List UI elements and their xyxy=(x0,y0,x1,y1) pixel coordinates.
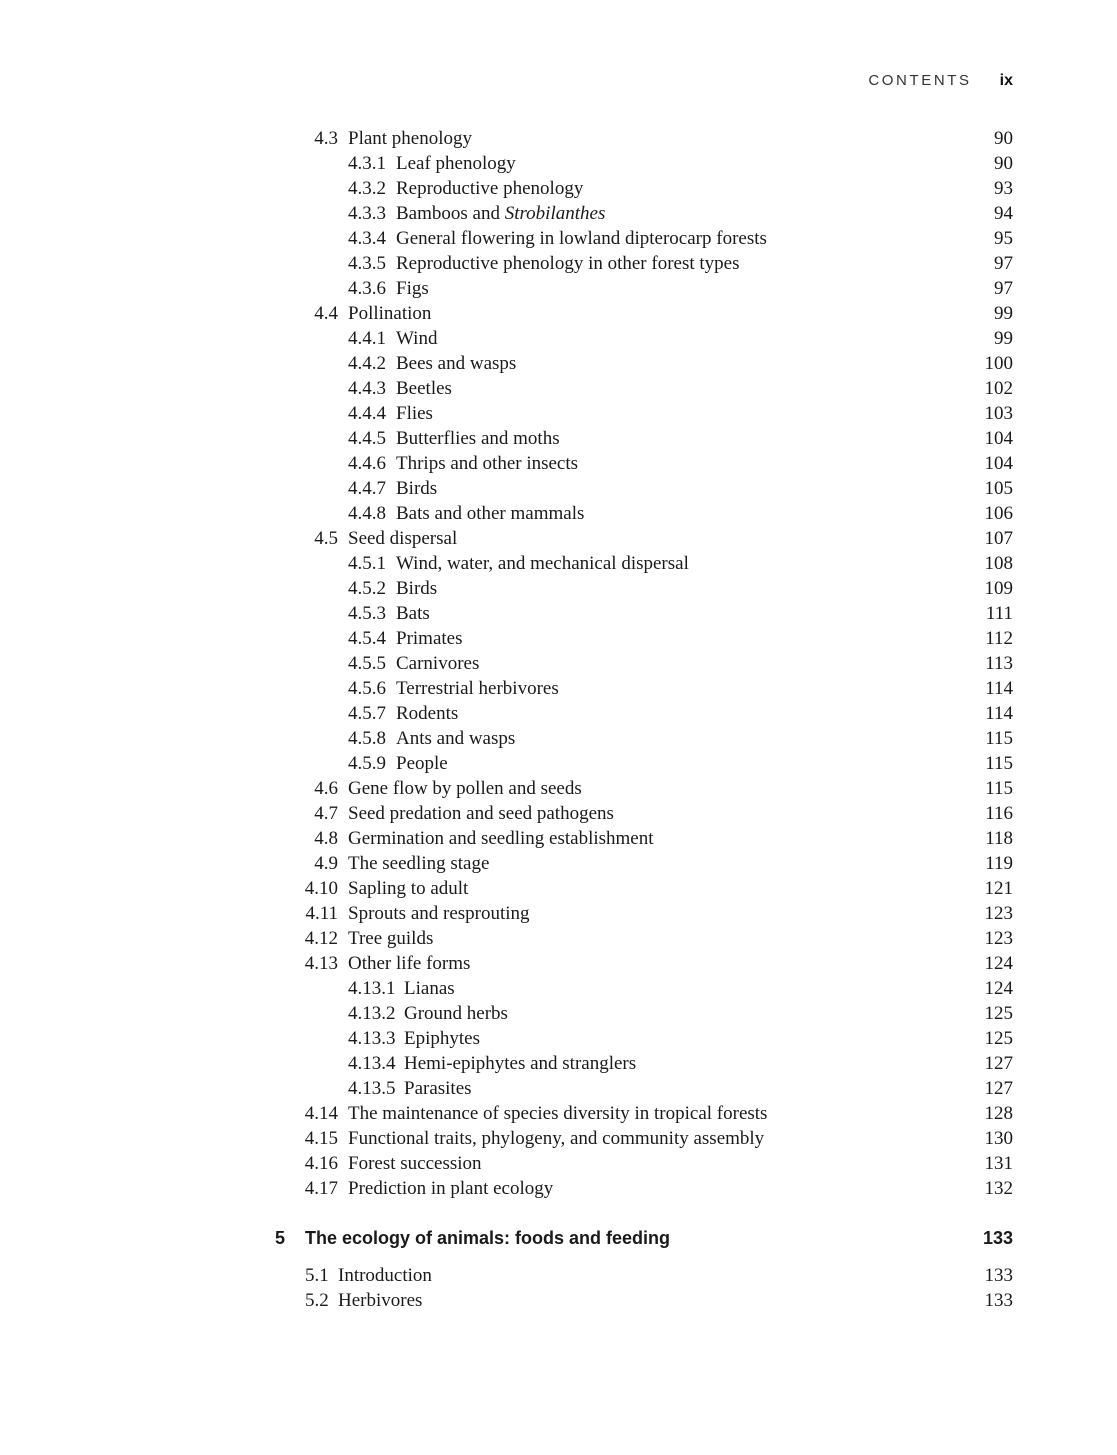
toc-entry-page: 127 xyxy=(984,1053,1013,1074)
toc-entry-page: 113 xyxy=(985,653,1013,674)
toc-entry-page: 107 xyxy=(984,528,1013,549)
toc-entry-title-text: Epiphytes xyxy=(404,1028,480,1049)
toc-entry-title xyxy=(338,1288,422,1313)
toc-entry[interactable] xyxy=(0,251,1117,276)
toc-entry[interactable] xyxy=(0,226,1117,251)
toc-entry-number: 4.4.7 xyxy=(348,478,386,499)
chapter-title: The ecology of animals: foods and feeding xyxy=(305,1228,671,1248)
toc-entry-page: 133 xyxy=(984,1290,1013,1311)
toc-entry-title-text: Other life forms xyxy=(348,953,471,974)
toc-entry-page: 106 xyxy=(984,503,1013,524)
toc-entry-title-text: Herbivores xyxy=(338,1290,423,1311)
toc-entry[interactable] xyxy=(0,401,1117,426)
toc-entry[interactable] xyxy=(0,1051,1117,1076)
toc-entry-title xyxy=(348,301,431,326)
toc-entry-page: 121 xyxy=(984,878,1013,899)
toc-entry-number: 4.5.6 xyxy=(348,678,386,699)
toc-entry-title-text: Plant phenology xyxy=(348,128,473,149)
table-of-contents xyxy=(0,126,1117,1313)
toc-entry[interactable] xyxy=(0,151,1117,176)
toc-entry-title-text: Functional traits, phylogeny, and community assembly xyxy=(348,1128,765,1149)
toc-entry-title-text: Carnivores xyxy=(396,653,480,674)
toc-entry-number: 4.13.5 xyxy=(348,1078,396,1099)
toc-entry[interactable] xyxy=(0,776,1117,801)
toc-entry-number: 4.5.5 xyxy=(348,653,386,674)
toc-entry-title xyxy=(348,851,489,876)
toc-entry-title xyxy=(348,901,530,926)
chapter-entries xyxy=(0,1263,1117,1313)
toc-entry[interactable] xyxy=(0,601,1117,626)
toc-entry-title xyxy=(396,501,584,526)
toc-entry-title xyxy=(404,1076,472,1101)
toc-entry-title xyxy=(396,476,437,501)
toc-entry-title xyxy=(396,676,559,701)
toc-entry[interactable] xyxy=(0,1101,1117,1126)
toc-entry-page: 116 xyxy=(985,803,1013,824)
toc-entry-title-text: Wind xyxy=(396,328,438,349)
toc-entry-title xyxy=(348,876,468,901)
toc-entry-title xyxy=(348,1101,767,1126)
toc-entry-title-text: Hemi-epiphytes and stranglers xyxy=(404,1053,637,1074)
toc-entry-page: 124 xyxy=(984,978,1013,999)
toc-entry-number: 4.5.2 xyxy=(348,578,386,599)
toc-entry-title xyxy=(404,1001,508,1026)
toc-entry[interactable] xyxy=(0,451,1117,476)
toc-entry-number: 4.5.7 xyxy=(348,703,386,724)
toc-entry[interactable] xyxy=(0,1151,1117,1176)
toc-entry-page: 90 xyxy=(994,153,1013,174)
toc-entry-title-text: Terrestrial herbivores xyxy=(396,678,559,699)
toc-entry-number: 4.5.8 xyxy=(348,728,386,749)
toc-entry[interactable] xyxy=(0,326,1117,351)
toc-entry-number: 4.5 xyxy=(314,528,338,549)
toc-entry-title-text: General flowering in lowland dipterocarp forests xyxy=(396,228,767,249)
toc-entry-number: 4.13 xyxy=(304,953,338,974)
toc-entry-page: 125 xyxy=(984,1028,1013,1049)
toc-entry[interactable] xyxy=(0,826,1117,851)
toc-entry-title-italic: Strobilanthes xyxy=(504,203,606,224)
toc-entry-number: 4.3.1 xyxy=(348,153,386,174)
toc-entry[interactable] xyxy=(0,126,1117,151)
toc-entry-page: 103 xyxy=(984,403,1013,424)
toc-entry[interactable] xyxy=(0,1176,1117,1201)
toc-entry[interactable] xyxy=(0,851,1117,876)
toc-entry-number: 4.13.4 xyxy=(348,1053,396,1074)
toc-entry[interactable] xyxy=(0,1288,1117,1313)
toc-entry-page: 104 xyxy=(984,453,1013,474)
toc-entry-page: 111 xyxy=(985,603,1013,624)
toc-entry-title xyxy=(404,1051,636,1076)
toc-entry[interactable] xyxy=(0,876,1117,901)
toc-entry-title-text: The seedling stage xyxy=(348,853,490,874)
toc-entry-title-text: Ground herbs xyxy=(404,1003,508,1024)
toc-entry-number: 4.3.3 xyxy=(348,203,386,224)
toc-entry-title-text: Seed dispersal xyxy=(348,528,458,549)
toc-entry-title-text: Gene flow by pollen and seeds xyxy=(348,778,582,799)
toc-entry-number: 4.4.4 xyxy=(348,403,386,424)
toc-entry-number: 4.13.1 xyxy=(348,978,396,999)
toc-entry[interactable] xyxy=(0,1026,1117,1051)
toc-entry-title-text: Bats xyxy=(396,603,430,624)
toc-entry-title-text: Birds xyxy=(396,578,438,599)
toc-entry-page: 97 xyxy=(994,278,1013,299)
toc-entry-title-text: Bamboos and xyxy=(396,203,505,224)
toc-entry-title xyxy=(404,976,455,1001)
toc-entry-title-text: Beetles xyxy=(396,378,452,399)
toc-entry-title xyxy=(348,826,654,851)
toc-entry-page: 102 xyxy=(984,378,1013,399)
toc-entry[interactable] xyxy=(0,351,1117,376)
toc-entry-page: 131 xyxy=(984,1153,1013,1174)
toc-entry-page: 123 xyxy=(984,928,1013,949)
page-number: ix xyxy=(999,72,1013,89)
toc-entry-title-text: Parasites xyxy=(404,1078,472,1099)
toc-entry-page: 93 xyxy=(994,178,1013,199)
toc-entry-title-text: Bees and wasps xyxy=(396,353,517,374)
toc-entry-title xyxy=(348,776,582,801)
toc-entry[interactable] xyxy=(0,926,1117,951)
toc-entry-title-text: Seed predation and seed pathogens xyxy=(348,803,614,824)
toc-entry-number: 4.3.2 xyxy=(348,178,386,199)
toc-entry-title xyxy=(348,126,472,151)
toc-entry-page: 95 xyxy=(994,228,1013,249)
toc-entry[interactable] xyxy=(0,501,1117,526)
toc-entry-page: 128 xyxy=(984,1103,1013,1124)
toc-entry-title xyxy=(396,326,437,351)
toc-entry-title-text: Rodents xyxy=(396,703,459,724)
toc-entry-number: 4.3.6 xyxy=(348,278,386,299)
toc-entry-title xyxy=(396,251,740,276)
toc-entry-number: 4.8 xyxy=(314,828,338,849)
toc-entry[interactable] xyxy=(0,726,1117,751)
toc-entry[interactable] xyxy=(0,276,1117,301)
toc-entry-number: 4.6 xyxy=(314,778,338,799)
toc-entry-title xyxy=(396,726,515,751)
toc-entry-title-text: Germination and seedling establishment xyxy=(348,828,654,849)
toc-entry-number: 4.3.5 xyxy=(348,253,386,274)
toc-entry-number: 4.5.4 xyxy=(348,628,386,649)
toc-entry-title-text: Tree guilds xyxy=(348,928,434,949)
toc-entry-number: 4.4.3 xyxy=(348,378,386,399)
toc-entry-page: 94 xyxy=(994,203,1013,224)
chapter-heading[interactable] xyxy=(0,1226,1117,1251)
toc-entry[interactable] xyxy=(0,626,1117,651)
toc-entry-number: 4.4.2 xyxy=(348,353,386,374)
toc-entry-title-text: Sprouts and resprouting xyxy=(348,903,530,924)
toc-entry-title-text: Figs xyxy=(396,278,429,299)
toc-entry-title-text: Thrips and other insects xyxy=(396,453,579,474)
toc-entry[interactable] xyxy=(0,651,1117,676)
toc-entry-title xyxy=(404,1026,480,1051)
toc-entry-number: 4.10 xyxy=(304,878,338,899)
toc-entry-title xyxy=(396,376,452,401)
toc-entry-number: 4.4.8 xyxy=(348,503,386,524)
toc-entry[interactable] xyxy=(0,526,1117,551)
toc-entry-title xyxy=(396,351,516,376)
toc-entry-page: 115 xyxy=(985,728,1013,749)
toc-entry-number: 4.4.1 xyxy=(348,328,386,349)
toc-entry-page: 114 xyxy=(985,678,1013,699)
toc-entry-number: 4.5.9 xyxy=(348,753,386,774)
toc-entry-page: 125 xyxy=(984,1003,1013,1024)
toc-entry-page: 114 xyxy=(985,703,1013,724)
toc-entry[interactable] xyxy=(0,201,1117,226)
toc-entry-page: 115 xyxy=(985,778,1013,799)
toc-entry-number: 4.3 xyxy=(314,128,338,149)
toc-entry-title-text: Lianas xyxy=(404,978,455,999)
toc-entry[interactable] xyxy=(0,1001,1117,1026)
toc-entry-page: 133 xyxy=(984,1265,1013,1286)
toc-entry-page: 119 xyxy=(985,853,1013,874)
toc-entry-page: 97 xyxy=(994,253,1013,274)
toc-entry-title xyxy=(348,1151,482,1176)
toc-entry-title xyxy=(396,751,448,776)
toc-entry-title xyxy=(396,401,433,426)
toc-entry[interactable] xyxy=(0,1126,1117,1151)
toc-entry[interactable] xyxy=(0,1263,1117,1288)
toc-entry-number: 4.15 xyxy=(304,1128,338,1149)
toc-entry-title-text: Primates xyxy=(396,628,463,649)
toc-entry-page: 109 xyxy=(984,578,1013,599)
toc-entry-title-text: Sapling to adult xyxy=(348,878,469,899)
toc-entry-title xyxy=(348,1176,553,1201)
toc-entry-number: 4.4.6 xyxy=(348,453,386,474)
toc-entry-number: 4.9 xyxy=(314,853,338,874)
toc-entry-title-text: Forest succession xyxy=(348,1153,482,1174)
toc-entry-title xyxy=(396,551,689,576)
toc-entry-page: 124 xyxy=(984,953,1013,974)
toc-entry-number: 4.5.1 xyxy=(348,553,386,574)
toc-entry-page: 123 xyxy=(984,903,1013,924)
toc-entry-title-text: Wind, water, and mechanical dispersal xyxy=(396,553,689,574)
toc-entry[interactable] xyxy=(0,426,1117,451)
toc-entry-number: 4.16 xyxy=(304,1153,338,1174)
toc-entry[interactable] xyxy=(0,801,1117,826)
toc-entry-page: 99 xyxy=(994,328,1013,349)
toc-entry-number: 4.13.2 xyxy=(348,1003,396,1024)
toc-entry-title xyxy=(396,201,605,226)
toc-entry-page: 130 xyxy=(984,1128,1013,1149)
toc-entry-title-text: Flies xyxy=(396,403,433,424)
toc-entry-title-text: Ants and wasps xyxy=(396,728,516,749)
toc-entry-title xyxy=(396,451,578,476)
toc-entries xyxy=(0,126,1117,1201)
toc-entry-number: 4.4 xyxy=(314,303,338,324)
toc-entry-number: 5.1 xyxy=(305,1265,329,1286)
toc-entry-page: 115 xyxy=(985,753,1013,774)
toc-entry-title xyxy=(396,576,437,601)
toc-entry-number: 4.7 xyxy=(314,803,338,824)
toc-entry[interactable] xyxy=(0,701,1117,726)
toc-entry-number: 4.12 xyxy=(304,928,338,949)
toc-entry-title-text: Reproductive phenology xyxy=(396,178,584,199)
toc-entry-page: 100 xyxy=(984,353,1013,374)
toc-entry-title xyxy=(396,701,458,726)
toc-entry-title xyxy=(396,151,516,176)
toc-entry-page: 99 xyxy=(994,303,1013,324)
toc-entry-title xyxy=(396,176,583,201)
toc-entry-page: 118 xyxy=(985,828,1013,849)
toc-entry-page: 112 xyxy=(985,628,1013,649)
toc-entry-title-text: Reproductive phenology in other forest types xyxy=(396,253,740,274)
running-head xyxy=(868,72,1013,90)
toc-entry-title xyxy=(338,1263,432,1288)
running-head-section: CONTENTS xyxy=(868,72,972,89)
toc-entry-title xyxy=(396,226,767,251)
toc-entry[interactable] xyxy=(0,551,1117,576)
toc-entry-page: 132 xyxy=(984,1178,1013,1199)
toc-entry-page: 90 xyxy=(994,128,1013,149)
toc-entry[interactable] xyxy=(0,476,1117,501)
toc-entry-title-text: The maintenance of species diversity in tropical forests xyxy=(348,1103,768,1124)
toc-entry-title xyxy=(348,1126,764,1151)
toc-entry-title-text: Bats and other mammals xyxy=(396,503,585,524)
toc-entry-number: 5.2 xyxy=(305,1290,329,1311)
toc-entry-title xyxy=(348,526,457,551)
toc-entry-number: 4.5.3 xyxy=(348,603,386,624)
toc-entry-title-text: Introduction xyxy=(338,1265,432,1286)
toc-entry[interactable] xyxy=(0,976,1117,1001)
toc-entry-title-text: Pollination xyxy=(348,303,432,324)
toc-entry[interactable] xyxy=(0,951,1117,976)
toc-entry-number: 4.13.3 xyxy=(348,1028,396,1049)
toc-entry-title xyxy=(396,276,429,301)
toc-entry[interactable] xyxy=(0,576,1117,601)
toc-entry-title-text: Prediction in plant ecology xyxy=(348,1178,554,1199)
toc-entry[interactable] xyxy=(0,376,1117,401)
toc-entry-number: 4.4.5 xyxy=(348,428,386,449)
toc-entry-number: 4.3.4 xyxy=(348,228,386,249)
toc-entry-number: 4.11 xyxy=(305,903,338,924)
toc-entry-number: 4.17 xyxy=(304,1178,338,1199)
toc-entry-page: 105 xyxy=(984,478,1013,499)
toc-entry-title-text: People xyxy=(396,753,448,774)
toc-entry-title-text: Birds xyxy=(396,478,438,499)
toc-entry-title-text: Leaf phenology xyxy=(396,153,516,174)
toc-entry[interactable] xyxy=(0,301,1117,326)
toc-entry[interactable] xyxy=(0,751,1117,776)
toc-entry[interactable] xyxy=(0,901,1117,926)
toc-entry[interactable] xyxy=(0,176,1117,201)
toc-entry[interactable] xyxy=(0,676,1117,701)
toc-entry-title xyxy=(396,601,430,626)
toc-entry-title xyxy=(396,651,479,676)
toc-entry-page: 108 xyxy=(984,553,1013,574)
toc-entry-title xyxy=(348,801,614,826)
toc-entry-title xyxy=(348,926,433,951)
toc-entry-title xyxy=(348,951,470,976)
toc-entry[interactable] xyxy=(0,1076,1117,1101)
chapter-number: 5 xyxy=(275,1228,286,1248)
toc-entry-number: 4.14 xyxy=(304,1103,338,1124)
toc-entry-page: 127 xyxy=(984,1078,1013,1099)
toc-entry-title xyxy=(396,626,463,651)
toc-entry-title xyxy=(396,426,560,451)
toc-entry-page: 104 xyxy=(984,428,1013,449)
chapter-page: 133 xyxy=(982,1228,1013,1248)
toc-entry-title-text: Butterflies and moths xyxy=(396,428,560,449)
